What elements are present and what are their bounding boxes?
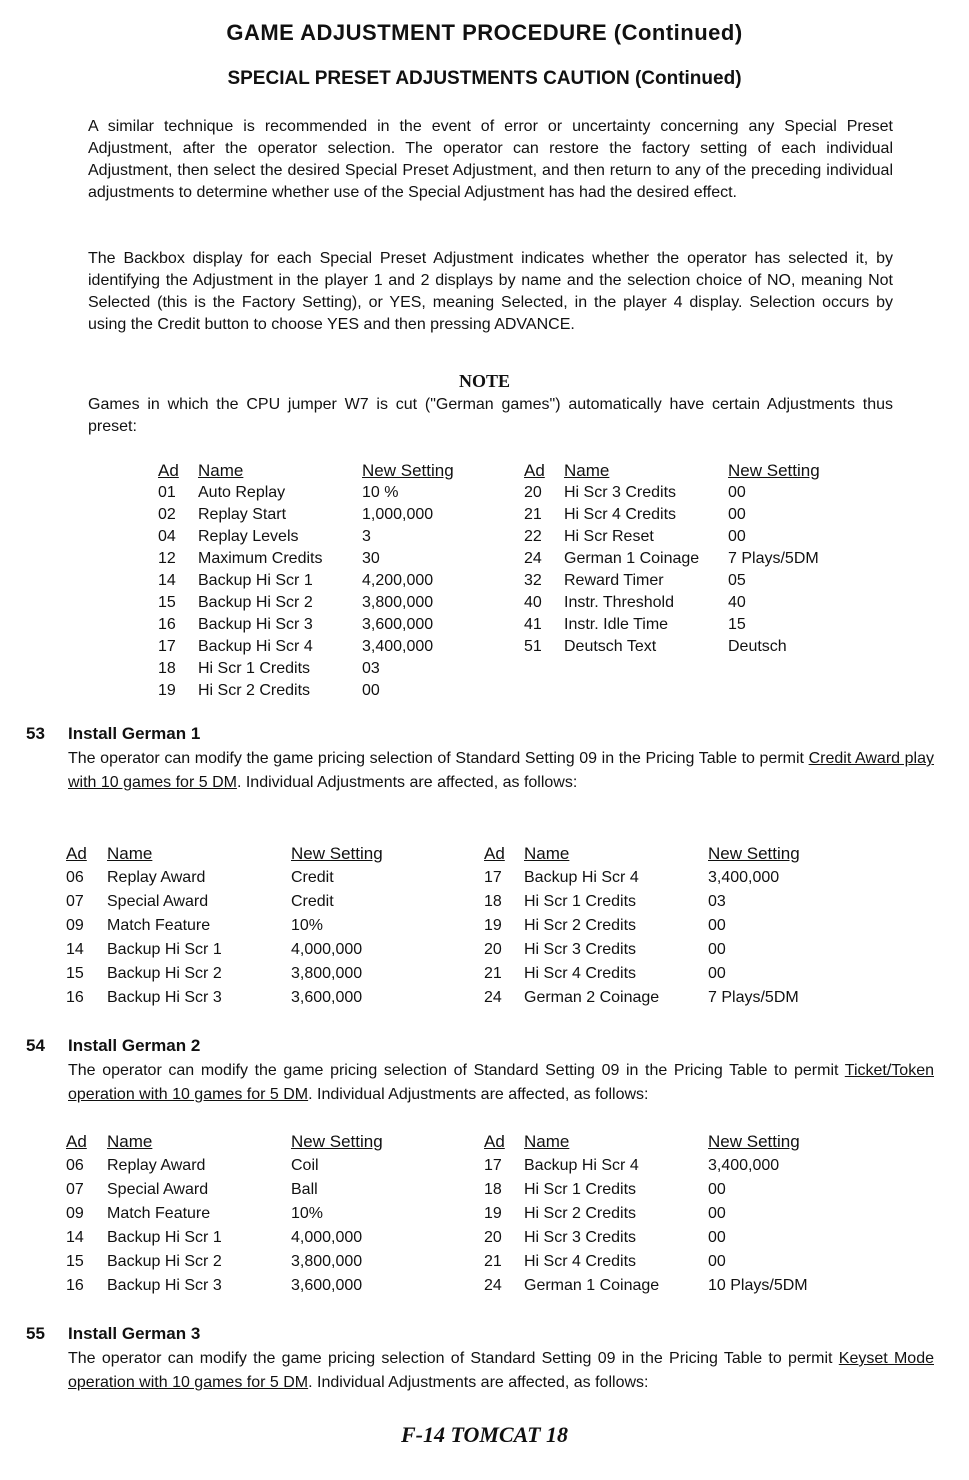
cell-setting: 00	[728, 484, 746, 501]
cell-ad: 20	[484, 941, 502, 958]
cell-ad: 17	[484, 869, 502, 886]
cell-ad: 40	[524, 594, 542, 611]
cell-ad: 07	[66, 893, 84, 910]
section-heading: Install German 2	[68, 1036, 201, 1055]
cell-ad: 09	[66, 917, 84, 934]
cell-name: Backup Hi Scr 4	[524, 869, 639, 886]
section-number: 53	[26, 724, 45, 743]
german-presets-table	[0, 460, 969, 700]
cell-setting: 03	[708, 893, 726, 910]
cell-setting: 3,400,000	[708, 1157, 780, 1174]
cell-setting: Credit	[291, 893, 334, 910]
underlined-phrase: Credit Award play with 10 games for 5 DM	[68, 750, 934, 791]
cell-ad: 24	[524, 550, 542, 567]
cell-ad: 01	[158, 484, 176, 501]
section-54-title	[26, 1036, 200, 1056]
cell-setting: New Setting	[708, 1132, 800, 1151]
cell-ad: 20	[524, 484, 542, 501]
body-text: . Individual Adjustments are affected, as follows:	[308, 1086, 649, 1103]
note-heading: NOTE	[458, 371, 510, 391]
cell-name: Match Feature	[107, 917, 211, 934]
cell-ad: Ad	[524, 461, 545, 480]
cell-name: Name	[107, 844, 153, 863]
cell-ad: 17	[158, 638, 176, 655]
cell-name: Replay Start	[198, 506, 287, 523]
cell-setting: 3,400,000	[708, 869, 780, 886]
cell-name: Replay Award	[107, 1157, 206, 1174]
cell-name: Hi Scr 3 Credits	[564, 484, 677, 501]
cell-setting: 10%	[291, 1205, 324, 1222]
cell-name: Hi Scr 2 Credits	[198, 682, 311, 699]
cell-name: Backup Hi Scr 3	[107, 1277, 222, 1294]
cell-ad: 14	[66, 1229, 84, 1246]
cell-setting: 00	[708, 917, 726, 934]
section-heading: Install German 1	[68, 724, 201, 743]
section-54-body	[68, 1059, 934, 1107]
cell-ad: 06	[66, 1157, 84, 1174]
cell-ad: 09	[66, 1205, 84, 1222]
cell-ad: 20	[484, 1229, 502, 1246]
cell-name: Name	[524, 1132, 570, 1151]
cell-setting: 3,800,000	[291, 965, 363, 982]
cell-ad: 15	[66, 965, 84, 982]
cell-setting: 3,800,000	[362, 594, 434, 611]
body-text: The operator can modify the game pricing selection of Standard Setting 09 in the Pricing Table to permit	[68, 750, 809, 767]
body-text: . Individual Adjustments are affected, as follows:	[308, 1374, 649, 1391]
section-54-table	[0, 1131, 969, 1301]
cell-ad: 12	[158, 550, 176, 567]
cell-ad: 02	[158, 506, 176, 523]
cell-name: Hi Scr 1 Credits	[198, 660, 311, 677]
body-text: The operator can modify the game pricing selection of Standard Setting 09 in the Pricing Table to permit	[68, 1062, 845, 1079]
intro-paragraph-1: A similar technique is recommended in the event of error or uncertainty concerning any Special Preset Adjustment, after the operator selection. The operator can restore the factory setting of each individual Adjustment, then select the desired Special Preset Adjustment, and then return to any of the preceding individual adjustments to determine whether use of the Special Adjustment has had the desired effect.	[88, 118, 893, 201]
cell-setting: Ball	[291, 1181, 318, 1198]
cell-ad: 19	[484, 1205, 502, 1222]
cell-ad: 04	[158, 528, 176, 545]
cell-ad: 51	[524, 638, 542, 655]
cell-name: Maximum Credits	[198, 550, 323, 567]
cell-name: Backup Hi Scr 1	[107, 941, 222, 958]
cell-ad: 19	[484, 917, 502, 934]
cell-ad: 16	[158, 616, 176, 633]
cell-name: Hi Scr 2 Credits	[524, 1205, 637, 1222]
cell-setting: New Setting	[708, 844, 800, 863]
cell-name: German 1 Coinage	[564, 550, 700, 567]
cell-name: Backup Hi Scr 2	[107, 1253, 222, 1270]
cell-name: Hi Scr Reset	[564, 528, 654, 545]
note-text: Games in which the CPU jumper W7 is cut ("German games") automatically have certain Adjustments thus preset:	[88, 396, 893, 435]
cell-name: Hi Scr 4 Credits	[564, 506, 677, 523]
cell-ad: 16	[66, 1277, 84, 1294]
cell-setting: 00	[708, 1181, 726, 1198]
cell-ad: 21	[484, 1253, 502, 1270]
cell-ad: Ad	[484, 1132, 505, 1151]
cell-ad: 14	[158, 572, 176, 589]
cell-setting: 15	[728, 616, 746, 633]
section-53-title	[26, 724, 200, 744]
cell-setting: 3,600,000	[362, 616, 434, 633]
cell-ad: 32	[524, 572, 542, 589]
cell-ad: 06	[66, 869, 84, 886]
cell-setting: 40	[728, 594, 746, 611]
cell-setting: 3,800,000	[291, 1253, 363, 1270]
cell-name: Backup Hi Scr 3	[107, 989, 222, 1006]
cell-setting: New Setting	[362, 461, 454, 480]
cell-ad: 18	[158, 660, 176, 677]
cell-ad: 19	[158, 682, 176, 699]
section-53-table	[0, 843, 969, 1013]
section-number: 55	[26, 1324, 45, 1343]
cell-setting: 10 %	[362, 484, 399, 501]
cell-ad: 24	[484, 1277, 502, 1294]
cell-setting: 00	[362, 682, 380, 699]
cell-name: Hi Scr 3 Credits	[524, 941, 637, 958]
cell-setting: 7 Plays/5DM	[728, 550, 819, 567]
cell-ad: 21	[484, 965, 502, 982]
cell-name: Instr. Threshold	[564, 594, 674, 611]
intro-paragraph-2: The Backbox display for each Special Preset Adjustment indicates whether the operator has selected it, by identifying the Adjustment in the player 1 and 2 displays by name and the selection choice of NO, meaning Not Selected (this is the Factory Setting), or YES, meaning Selected, in the player 4 display. Selection occurs by using the Credit button to choose YES and then pressing ADVANCE.	[88, 250, 893, 333]
cell-name: Backup Hi Scr 1	[107, 1229, 222, 1246]
cell-ad: 15	[158, 594, 176, 611]
cell-name: Deutsch Text	[564, 638, 657, 655]
section-55-body	[68, 1347, 934, 1395]
section-number: 54	[26, 1036, 45, 1055]
cell-setting: 03	[362, 660, 380, 677]
cell-ad: 24	[484, 989, 502, 1006]
cell-setting: 00	[708, 965, 726, 982]
cell-setting: New Setting	[728, 461, 820, 480]
section-heading: Install German 3	[68, 1324, 201, 1343]
cell-name: German 2 Coinage	[524, 989, 660, 1006]
cell-setting: 3,400,000	[362, 638, 434, 655]
cell-setting: Coil	[291, 1157, 319, 1174]
cell-setting: 00	[728, 506, 746, 523]
cell-name: Instr. Idle Time	[564, 616, 669, 633]
cell-setting: 3,600,000	[291, 989, 363, 1006]
cell-name: Backup Hi Scr 4	[198, 638, 313, 655]
cell-name: Backup Hi Scr 4	[524, 1157, 639, 1174]
section-53-body	[68, 747, 934, 795]
page-title: GAME ADJUSTMENT PROCEDURE (Continued)	[226, 20, 743, 45]
cell-name: Hi Scr 1 Credits	[524, 893, 637, 910]
body-text: . Individual Adjustments are affected, as follows:	[236, 774, 578, 791]
cell-ad: 18	[484, 893, 502, 910]
cell-name: Hi Scr 4 Credits	[524, 965, 637, 982]
cell-setting: New Setting	[291, 844, 383, 863]
cell-setting: 1,000,000	[362, 506, 434, 523]
underlined-phrase: Keyset Mode operation with 10 games for 5 DM	[68, 1350, 934, 1391]
cell-setting: 00	[728, 528, 746, 545]
cell-name: Backup Hi Scr 2	[198, 594, 313, 611]
cell-ad: 15	[66, 1253, 84, 1270]
cell-setting: 4,000,000	[291, 1229, 363, 1246]
cell-ad: Ad	[66, 844, 87, 863]
cell-name: Hi Scr 4 Credits	[524, 1253, 637, 1270]
cell-setting: 3	[362, 528, 371, 545]
section-55-title	[26, 1324, 200, 1344]
cell-setting: 00	[708, 1253, 726, 1270]
cell-setting: Deutsch	[728, 638, 787, 655]
cell-ad: 14	[66, 941, 84, 958]
cell-setting: 00	[708, 1229, 726, 1246]
cell-name: Hi Scr 1 Credits	[524, 1181, 637, 1198]
cell-setting: New Setting	[291, 1132, 383, 1151]
cell-setting: 10 Plays/5DM	[708, 1277, 808, 1294]
cell-setting: 7 Plays/5DM	[708, 989, 799, 1006]
cell-name: German 1 Coinage	[524, 1277, 660, 1294]
cell-ad: 17	[484, 1157, 502, 1174]
body-text: The operator can modify the game pricing selection of Standard Setting 09 in the Pricing Table to permit	[68, 1350, 839, 1367]
cell-ad: 21	[524, 506, 542, 523]
cell-ad: 16	[66, 989, 84, 1006]
cell-name: Hi Scr 2 Credits	[524, 917, 637, 934]
cell-ad: 41	[524, 616, 542, 633]
cell-setting: Credit	[291, 869, 334, 886]
cell-setting: 4,000,000	[291, 941, 363, 958]
cell-name: Backup Hi Scr 1	[198, 572, 313, 589]
cell-setting: 05	[728, 572, 746, 589]
cell-name: Name	[198, 461, 244, 480]
cell-ad: Ad	[484, 844, 505, 863]
cell-setting: 10%	[291, 917, 324, 934]
cell-name: Name	[524, 844, 570, 863]
cell-setting: 4,200,000	[362, 572, 434, 589]
cell-setting: 3,600,000	[291, 1277, 363, 1294]
cell-setting: 30	[362, 550, 380, 567]
cell-name: Backup Hi Scr 2	[107, 965, 222, 982]
cell-setting: 00	[708, 941, 726, 958]
cell-ad: 18	[484, 1181, 502, 1198]
cell-ad: 07	[66, 1181, 84, 1198]
cell-name: Auto Replay	[198, 484, 286, 501]
cell-setting: 00	[708, 1205, 726, 1222]
cell-name: Backup Hi Scr 3	[198, 616, 313, 633]
page-subtitle: SPECIAL PRESET ADJUSTMENTS CAUTION (Continued)	[227, 68, 742, 89]
underlined-phrase: Ticket/Token operation with 10 games for 5 DM	[68, 1062, 934, 1103]
cell-name: Special Award	[107, 893, 209, 910]
cell-name: Replay Levels	[198, 528, 299, 545]
cell-name: Hi Scr 3 Credits	[524, 1229, 637, 1246]
cell-ad: Ad	[158, 461, 179, 480]
cell-name: Name	[564, 461, 610, 480]
cell-name: Replay Award	[107, 869, 206, 886]
cell-name: Special Award	[107, 1181, 209, 1198]
cell-name: Name	[107, 1132, 153, 1151]
cell-ad: 22	[524, 528, 542, 545]
page-footer: F-14 TOMCAT 18	[400, 1422, 569, 1447]
cell-name: Reward Timer	[564, 572, 664, 589]
cell-ad: Ad	[66, 1132, 87, 1151]
cell-name: Match Feature	[107, 1205, 211, 1222]
